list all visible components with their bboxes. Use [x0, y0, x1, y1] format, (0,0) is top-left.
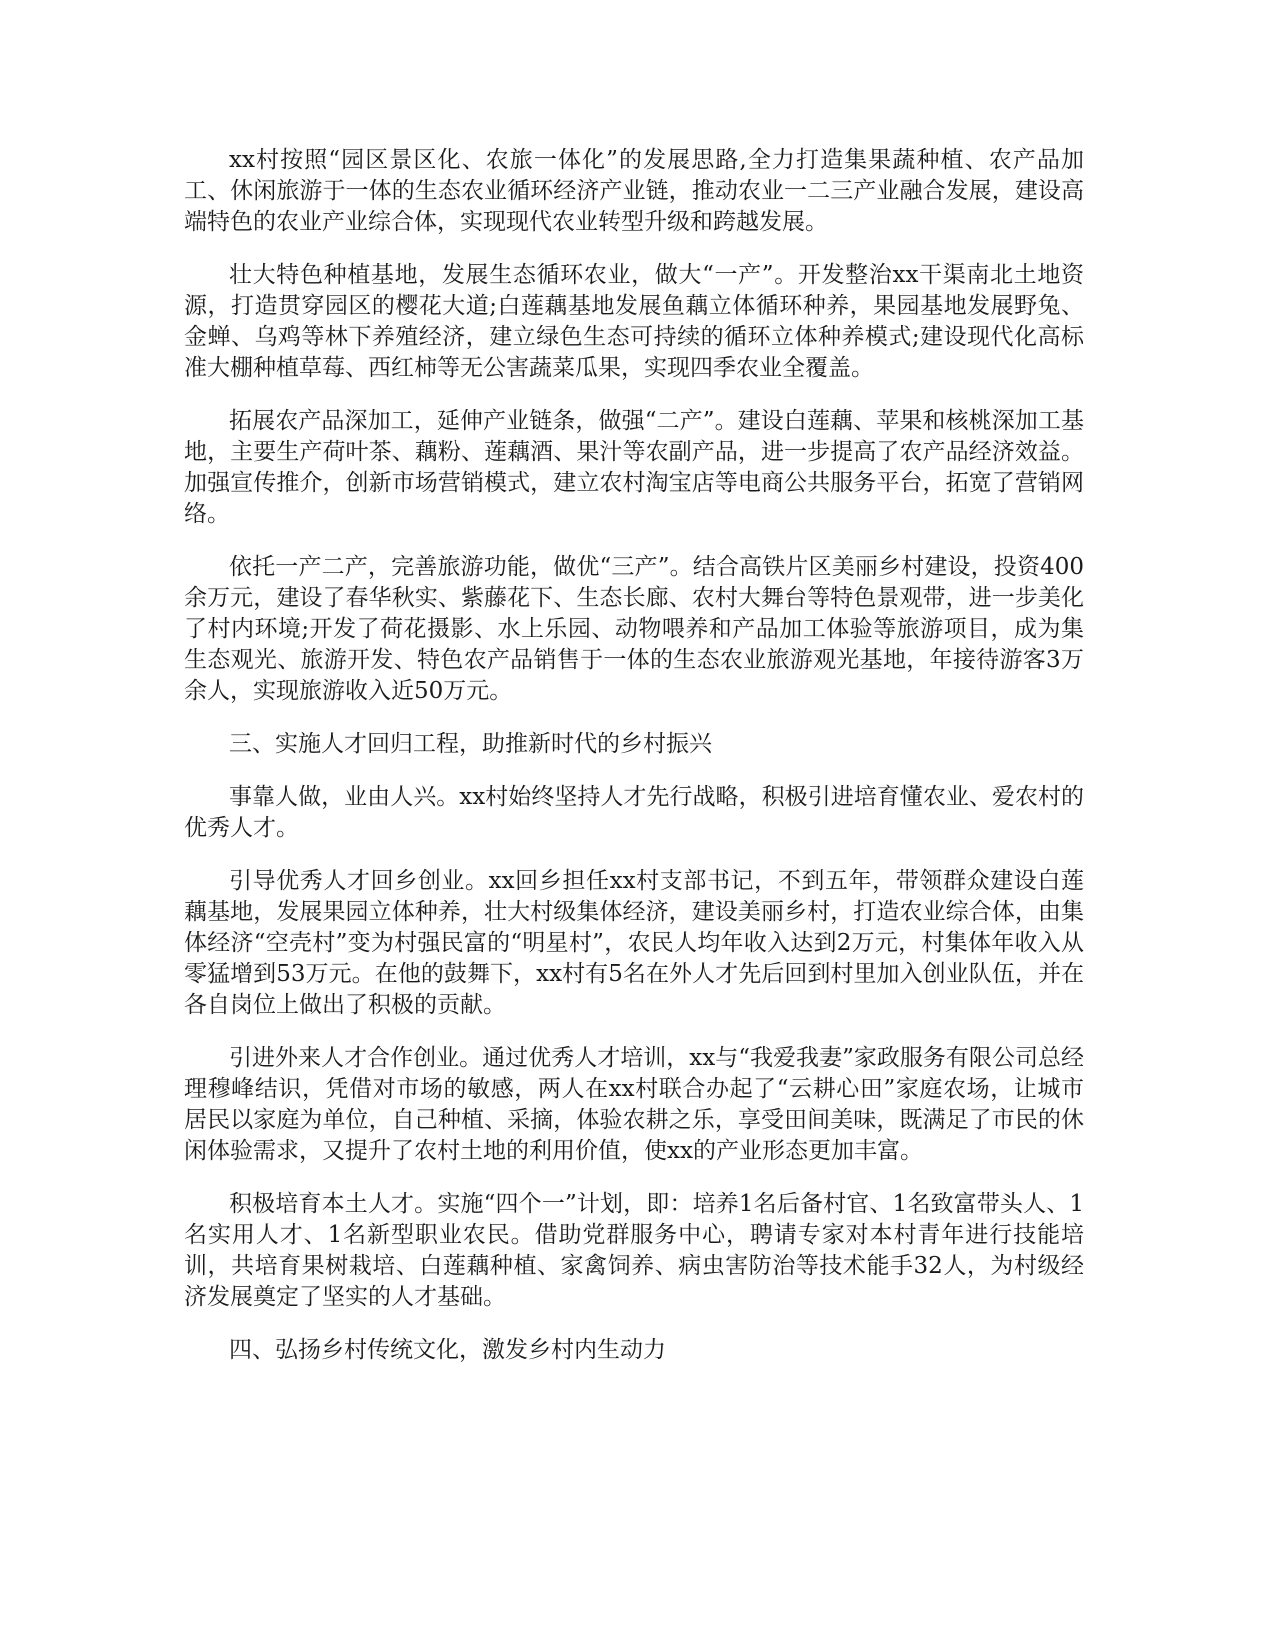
paragraph-talent-intro: 事靠人做，业由人兴。xx村始终坚持人才先行战略，积极引进培育懂农业、爱农村的优秀人才。 — [184, 784, 1084, 841]
section-heading-talent: 三、实施人才回归工程，助推新时代的乡村振兴 — [229, 731, 712, 757]
paragraph-tertiary-industry: 依托一产二产，完善旅游功能，做优“三产”。结合高铁片区美丽乡村建设，投资400余万元，建设了春华秋实、紫藤花下、生态长廊、农村大舞台等特色景观带，进一步美化了村内环境;开发了荷花摄影、水上乐园、动物喂养和产品加工体验等旅游项目，成为集生态观光、旅游开发、特色农产品销售于一体的生态农业旅游观光基地，年接待游客3万余人，实现旅游收入近50万元。 — [184, 554, 1084, 704]
paragraph-primary-industry: 壮大特色种植基地，发展生态循环农业，做大“一产”。开发整治xx干渠南北土地资源，打造贯穿园区的樱花大道;白莲藕基地发展鱼藕立体循环种养，果园基地发展野兔、金蝉、乌鸡等林下养殖经济，建立绿色生态可持续的循环立体种养模式;建设现代化高标准大棚种植草莓、西红柿等无公害蔬菜瓜果，实现四季农业全覆盖。 — [184, 262, 1084, 381]
document-body — [184, 145, 1084, 1388]
paragraph-talent-local: 积极培育本土人才。实施“四个一”计划，即：培养1名后备村官、1名致富带头人、1名实用人才、1名新型职业农民。借助党群服务中心，聘请专家对本村青年进行技能培训，共培育果树栽培、白莲藕种植、家禽饲养、病虫害防治等技术能手32人，为村级经济发展奠定了坚实的人才基础。 — [184, 1191, 1084, 1310]
section-heading-culture: 四、弘扬乡村传统文化，激发乡村内生动力 — [229, 1337, 666, 1363]
paragraph-talent-external: 引进外来人才合作创业。通过优秀人才培训，xx与“我爱我妻”家政服务有限公司总经理穆峰结识，凭借对市场的敏感，两人在xx村联合办起了“云耕心田”家庭农场，让城市居民以家庭为单位，自己种植、采摘，体验农耕之乐，享受田间美味，既满足了市民的休闲体验需求，又提升了农村土地的利用价值，使xx的产业形态更加丰富。 — [184, 1045, 1084, 1164]
paragraph-talent-return: 引导优秀人才回乡创业。xx回乡担任xx村支部书记，不到五年，带领群众建设白莲藕基地，发展果园立体种养，壮大村级集体经济，建设美丽乡村，打造农业综合体，由集体经济“空壳村”变为村强民富的“明星村”，农民人均年收入达到2万元，村集体年收入从零猛增到53万元。在他的鼓舞下，xx村有5名在外人才先后回到村里加入创业队伍，并在各自岗位上做出了积极的贡献。 — [184, 868, 1084, 1018]
paragraph-intro: xx村按照“园区景区化、农旅一体化”的发展思路,全力打造集果蔬种植、农产品加工、休闲旅游于一体的生态农业循环经济产业链，推动农业一二三产业融合发展，建设高端特色的农业产业综合体，实现现代农业转型升级和跨越发展。 — [184, 147, 1084, 235]
paragraph-secondary-industry: 拓展农产品深加工，延伸产业链条，做强“二产”。建设白莲藕、苹果和核桃深加工基地，主要生产荷叶茶、藕粉、莲藕酒、果汁等农副产品，进一步提高了农产品经济效益。加强宣传推介，创新市场营销模式，建立农村淘宝店等电商公共服务平台，拓宽了营销网络。 — [184, 408, 1084, 527]
